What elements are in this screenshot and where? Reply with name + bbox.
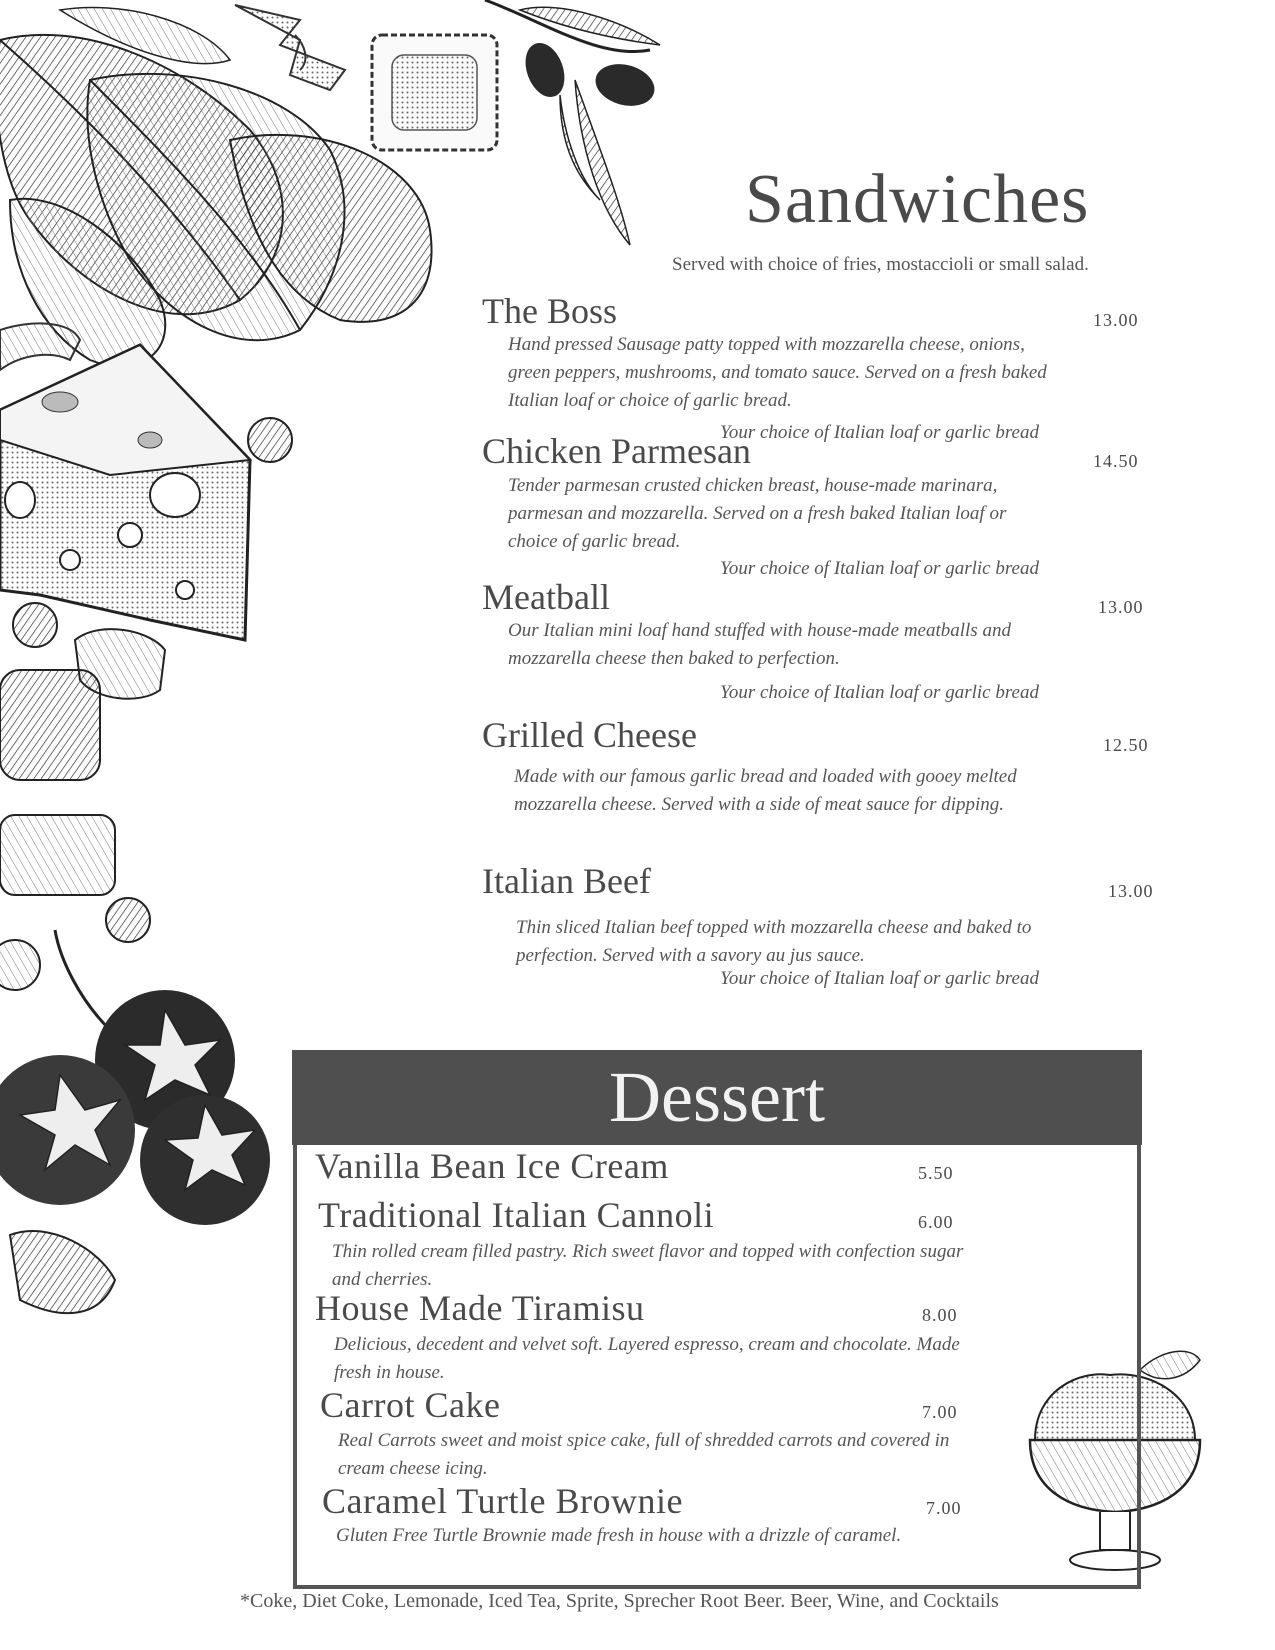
sandwich-choice-chicken-parmesan: Your choice of Italian loaf or garlic bread: [720, 558, 1039, 579]
sandwich-name-meatball: Meatball: [482, 577, 610, 617]
basil-leaves-icon: [0, 7, 432, 366]
dessert-description-cannoli: Thin rolled cream filled pastry. Rich sweet flavor and topped with confection sugar and cherries.: [332, 1241, 964, 1290]
sandwich-description-the-boss: Hand pressed Sausage patty topped with mozzarella cheese, onions, green peppers, mushrooms, and tomato sauce. Served on a fresh baked Italian loaf or choice of garlic bread.: [508, 334, 1047, 411]
dessert-description-caramel-turtle-brownie: Gluten Free Turtle Brownie made fresh in house with a drizzle of caramel.: [336, 1525, 902, 1546]
sandwiches-subtitle: Served with choice of fries, mostaccioli or small salad.: [672, 254, 1089, 275]
sandwich-name-the-boss: The Boss: [482, 291, 617, 331]
tomatoes-icon: [0, 930, 270, 1225]
sandwich-name-grilled-cheese: Grilled Cheese: [482, 715, 697, 755]
sandwich-description-grilled-cheese: Made with our famous garlic bread and loaded with gooey melted mozzarella cheese. Served with a side of meat sauce for dipping.: [514, 766, 1017, 815]
dessert-price-caramel-turtle-brownie: 7.00: [926, 1498, 962, 1518]
sandwich-choice-italian-beef: Your choice of Italian loaf or garlic bread: [720, 968, 1039, 989]
sandwich-price-chicken-parmesan: 14.50: [1093, 451, 1139, 471]
sandwich-price-grilled-cheese: 12.50: [1103, 735, 1149, 755]
dessert-header: [292, 1050, 1142, 1145]
sandwich-description-italian-beef: Thin sliced Italian beef topped with mozzarella cheese and baked to perfection. Served with a savory au jus sauce.: [516, 917, 1032, 966]
pasta-icon: [235, 5, 345, 90]
sandwiches-title: Sandwiches: [745, 161, 1090, 238]
dessert-price-tiramisu: 8.00: [922, 1305, 958, 1325]
dessert-name-vanilla-bean-ice-cream: Vanilla Bean Ice Cream: [315, 1146, 669, 1186]
sandwich-choice-meatball: Your choice of Italian loaf or garlic bread: [720, 682, 1039, 703]
dessert-price-carrot-cake: 7.00: [922, 1402, 958, 1422]
ravioli-icon: [372, 35, 497, 150]
sandwich-price-meatball: 13.00: [1098, 597, 1144, 617]
cheese-wedge-icon: [0, 345, 250, 640]
dessert-description-tiramisu: Delicious, decedent and velvet soft. Layered espresso, cream and chocolate. Made fresh in house.: [334, 1334, 960, 1383]
dessert-name-carrot-cake: Carrot Cake: [320, 1385, 501, 1425]
dessert-name-caramel-turtle-brownie: Caramel Turtle Brownie: [322, 1481, 683, 1521]
sandwich-description-meatball: Our Italian mini loaf hand stuffed with house-made meatballs and mozzarella cheese then baked to perfection.: [508, 620, 1011, 669]
sandwich-choice-the-boss: Your choice of Italian loaf or garlic bread: [720, 422, 1039, 443]
dessert-title: Dessert: [609, 1057, 825, 1137]
dessert-description-carrot-cake: Real Carrots sweet and moist spice cake, full of shredded carrots and covered in cream cheese icing.: [338, 1430, 950, 1479]
sandwich-price-the-boss: 13.00: [1093, 310, 1139, 330]
dessert-name-tiramisu: House Made Tiramisu: [315, 1288, 645, 1328]
olive-branch-icon: [485, 0, 660, 245]
pasta-icon: [0, 323, 292, 1313]
dessert-name-cannoli: Traditional Italian Cannoli: [318, 1195, 715, 1235]
sandwich-price-italian-beef: 13.00: [1108, 881, 1154, 901]
drinks-note: *Coke, Diet Coke, Lemonade, Iced Tea, Sprite, Sprecher Root Beer. Beer, Wine, and Cocktails: [240, 1590, 999, 1612]
dessert-price-cannoli: 6.00: [918, 1212, 954, 1232]
sandwich-name-italian-beef: Italian Beef: [482, 861, 651, 901]
sandwich-name-chicken-parmesan: Chicken Parmesan: [482, 431, 751, 471]
dessert-price-vanilla-bean-ice-cream: 5.50: [918, 1163, 954, 1183]
sandwich-description-chicken-parmesan: Tender parmesan crusted chicken breast, house-made marinara, parmesan and mozzarella. Served on a fresh baked Italian loaf or choice of garlic bread.: [508, 475, 1007, 552]
